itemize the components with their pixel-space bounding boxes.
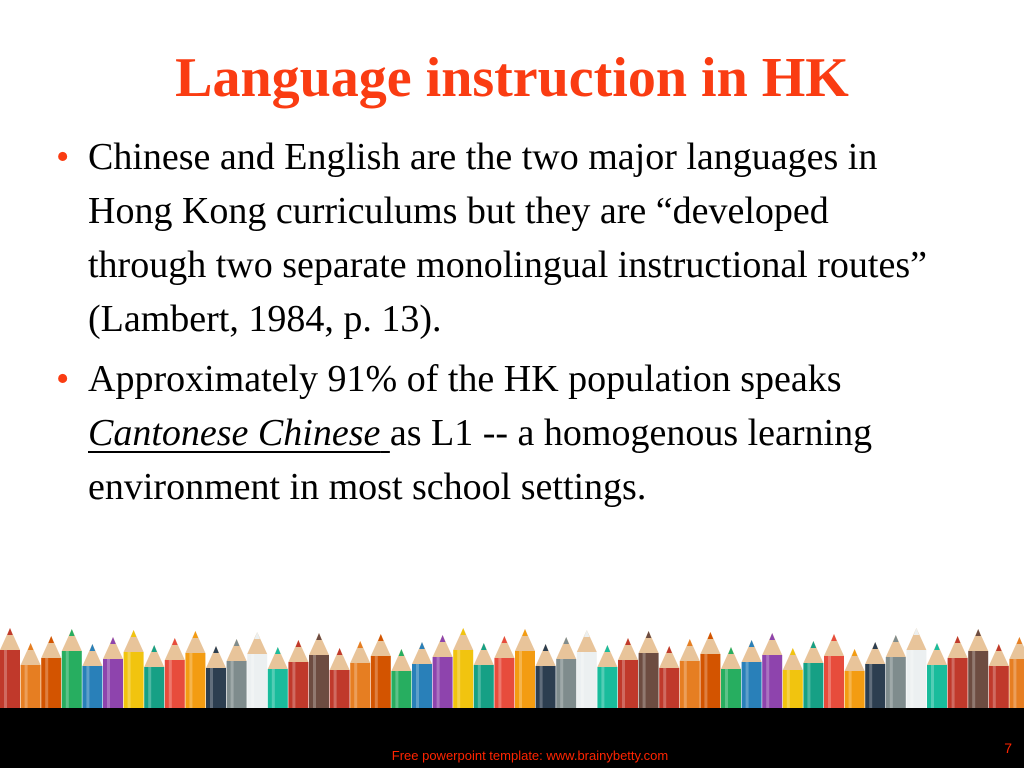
bullet-dot-icon: • [56, 136, 70, 178]
pencil [412, 642, 432, 716]
bullet-text-after: as L1 -- a homogenous learning environment in most school settings. [88, 412, 873, 508]
pencil [185, 631, 205, 716]
underline-gap [380, 412, 390, 454]
pencil [556, 637, 576, 716]
pencil [680, 639, 700, 716]
pencil [927, 643, 947, 716]
pencil [227, 639, 247, 716]
pencil [453, 628, 473, 716]
pencil [103, 637, 123, 716]
pencil [82, 644, 102, 716]
pencil [865, 642, 885, 716]
pencil [639, 631, 659, 716]
pencil [906, 628, 926, 716]
pencil [762, 633, 782, 716]
pencil [62, 629, 82, 716]
pencil [783, 648, 803, 716]
pencil [0, 628, 20, 716]
bullet-item-1 [48, 130, 948, 346]
pencil [165, 638, 185, 716]
bullet-item-2 [48, 352, 948, 514]
pencil [41, 636, 61, 716]
pencil [989, 644, 1009, 716]
pencil [288, 640, 308, 716]
page-number: 7 [1004, 740, 1012, 756]
footer-credit: Free powerpoint template: www.brainybetty.com [391, 748, 669, 763]
slide-title: Language instruction in HK [175, 47, 849, 109]
pencil [21, 643, 41, 716]
bullet-text: Chinese and English are the two major languages in Hong Kong curriculums but they are “developed through two separate monolingual instructional routes” (Lambert, 1984, p. 13). [88, 136, 927, 340]
pencil [721, 647, 741, 716]
pencil [144, 645, 164, 716]
pencil [536, 644, 556, 716]
pencil [494, 636, 514, 716]
pencil [247, 632, 267, 716]
pencil [268, 647, 288, 716]
pencil [350, 641, 370, 716]
pencil [618, 638, 638, 716]
bullet-text-before: Approximately 91% of the HK population speaks [88, 358, 842, 400]
pencil [845, 649, 865, 716]
pencil [124, 630, 144, 716]
pencil [577, 630, 597, 716]
pencil [659, 646, 679, 716]
pencil [371, 634, 391, 716]
pencil [742, 640, 762, 716]
pencil-border-image [0, 620, 1024, 716]
bullet-list [48, 130, 948, 520]
pencil [968, 629, 988, 716]
pencil [474, 643, 494, 716]
pencil [1009, 637, 1024, 716]
pencil [803, 641, 823, 716]
pencil [391, 649, 411, 716]
pencil [309, 633, 329, 716]
pencil [206, 646, 226, 716]
pencil [824, 634, 844, 716]
pencil [886, 635, 906, 716]
pencil [700, 632, 720, 716]
bullet-emphasis: Cantonese Chinese [88, 412, 381, 454]
pencil [515, 629, 535, 716]
pencil [597, 645, 617, 716]
pencil [948, 636, 968, 716]
bullet-dot-icon: • [56, 358, 70, 400]
pencil [330, 648, 350, 716]
pencil [433, 635, 453, 716]
